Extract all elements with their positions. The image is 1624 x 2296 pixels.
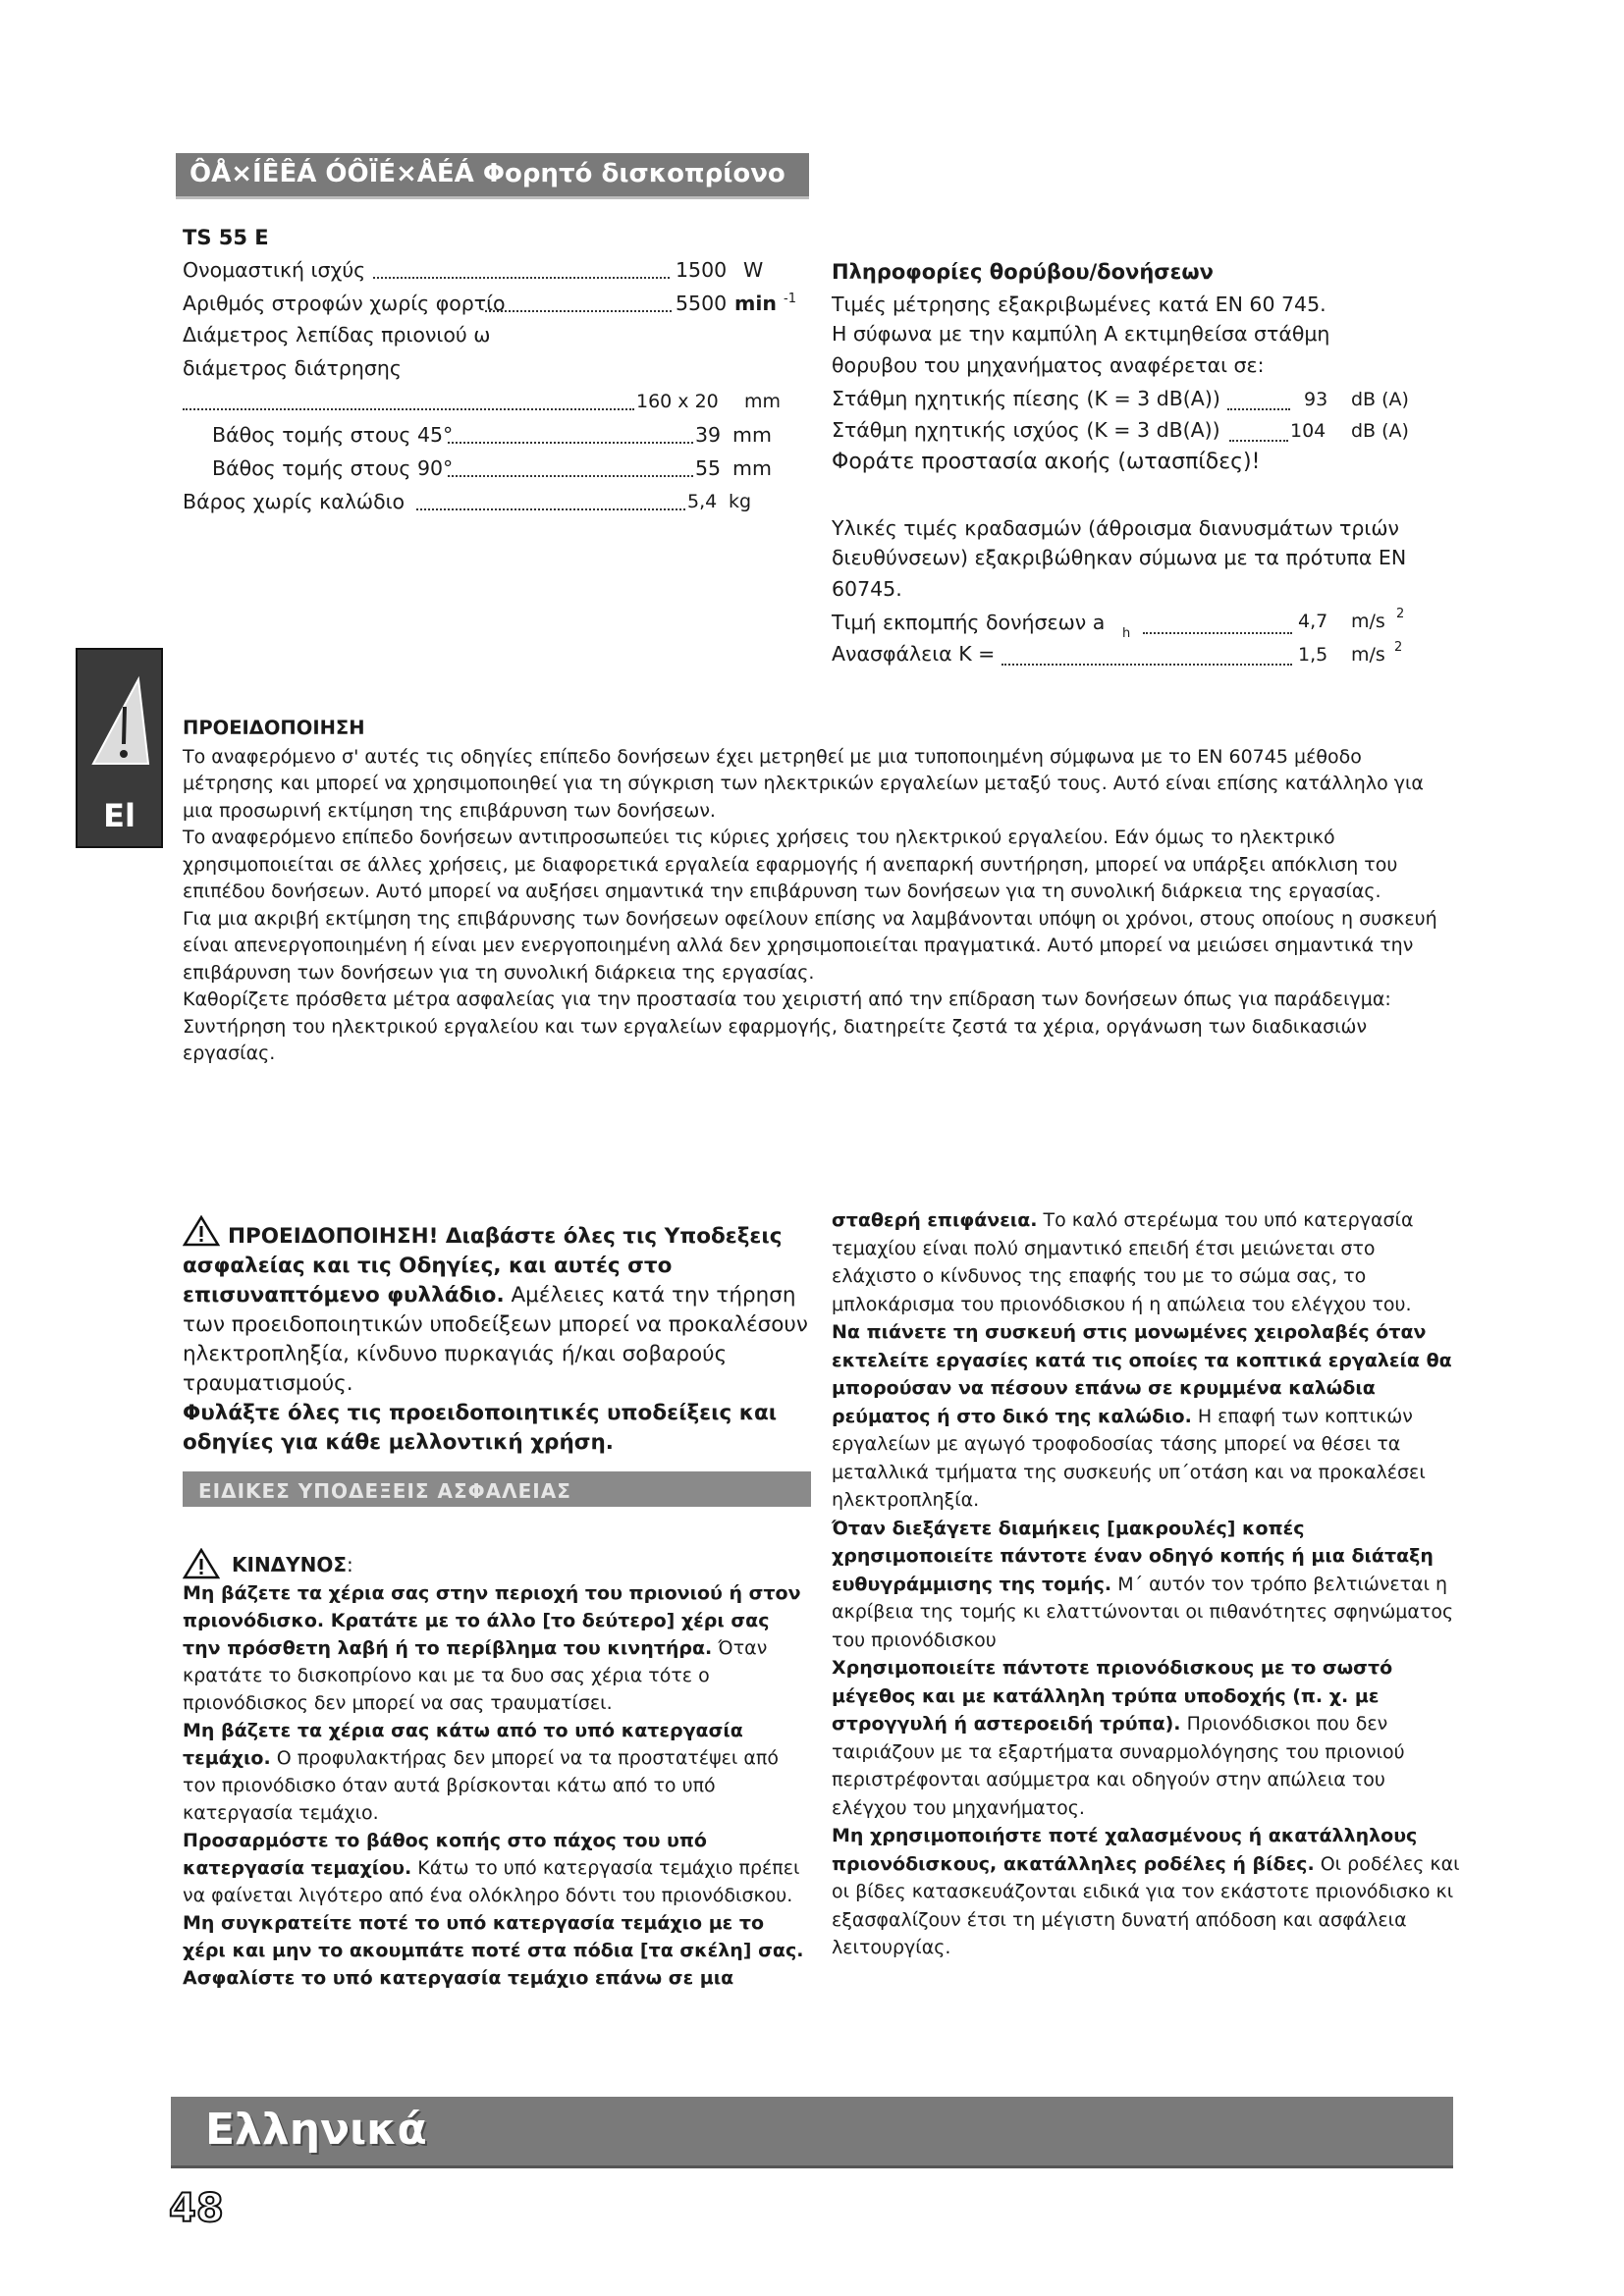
dot-leader [183,406,634,410]
dot-leader [416,507,685,510]
rule-rip-fence [832,1515,1460,1655]
spec-blade-label-1: Διάμετρος λεπίδας πριονιού ω [183,323,491,347]
language-code: El [103,797,135,834]
danger-colon: : [347,1553,353,1576]
uncertainty-label: Ανασφάλεια K = [832,642,996,666]
noise-line3: θορυβου του μηχανήματος αναφέρεται σε: [832,353,1265,377]
spec-depth90-value: 55 [695,456,722,480]
right-column [832,1206,1460,1962]
dot-leader [1143,630,1292,634]
uncertainty-exp: 2 [1394,640,1403,655]
noise-line2: Η σύφωνα με την καμπύλη A εκτιμηθείσα στάθμη [832,322,1330,346]
spec-blade-label-2: διάμετρος διάτρησης [183,356,402,380]
dot-leader [1227,406,1290,410]
emission-exp: 2 [1396,607,1405,621]
spec-weight-unit: kg [729,491,752,512]
noise-pressure-value: 93 [1304,389,1328,410]
rule-cut-depth-bold: Προσαρμόστε το βάθος κοπής στο πάχος του υπό κατεργασία τεμαχίου. [183,1830,707,1879]
rule-hold-workpiece-bold: Μη συγκρατείτε ποτέ το υπό κατεργασία τεμάχιο με το χέρι και μην το ακουμπάτε ποτέ στα πόδια [τα σκέλη] σας. Ασφαλίστε το υπό κατεργασία τεμάχιο επάνω σε μια [183,1912,804,1989]
rule-cut-depth [183,1827,811,1909]
emission-value: 4,7 [1298,611,1328,632]
left-column [183,1215,811,1992]
spec-depth45-value: 39 [695,423,722,447]
noise-power-unit: dB (A) [1351,420,1409,442]
dot-leader [373,275,670,279]
spec-speed-value: 5500 [676,292,728,315]
rule-hands-area-text: Όταν κρατάτε το δισκοπρίονο και με τα δυο σας χέρια τότε ο πριονόδισκος δεν μπορεί να σας τραυματίσει. [183,1637,768,1714]
rule-hands-area-bold: Μη βάζετε τα χέρια σας στην περιοχή του πριονιού ή στον πριονόδισκο. Κρατάτε με το άλλο [το δεύτερο] χέρι σας την πρόσθετη λαβή ή το περίβλημα του κινητήρα. [183,1582,801,1659]
rule-blade-size-text: Πριονόδισκοι που δεν ταιριάζουν με τα εξαρτήματα συναρμολόγησης του πριονιού περιστρέφονται ασύμμετρα και οδηγούν στην απώλεια του ελέγχου του μηχανήματος. [832,1713,1405,1819]
vib-line1: Υλικές τιμές κραδασμών (άθροισμα διανυσμάτων τριών [832,516,1399,540]
rule-hold-workpiece [183,1909,811,1992]
language-tab [76,648,163,848]
spec-depth45-unit: mm [732,423,772,447]
spec-speed-unit: min [734,292,777,315]
spec-power-unit: W [743,258,764,282]
dot-leader [485,308,672,312]
danger-label: ΚΙΝΔΥΝΟΣ [232,1553,348,1576]
rule-stable-surface-bold: σταθερή επιφάνεια. [832,1209,1038,1231]
noise-heading: Πληροφορίες θορύβου/δονήσεων [832,260,1214,284]
rule-hands-below [183,1717,811,1827]
language-bar [171,2097,1453,2168]
noise-pressure-unit: dB (A) [1351,389,1409,410]
danger-icon [183,1548,220,1579]
warning-title: ΠΡΟΕΙΔΟΠΟΙΗΣΗ [183,717,365,739]
rule-damaged-blades [832,1822,1460,1962]
warning-p4: Καθορίζετε πρόσθετα μέτρα ασφαλείας για την προστασία του χειριστή από την επίδραση των δονήσεων όπως για παράδειγμα: Συντήρηση του ηλεκτρικού εργαλείου και των εργαλείων εφαρμογής, διατηρείτε ζεστά τα χέρια, οργάνωση των διαδικασιών εργασίας. [183,988,1391,1064]
title-bar [176,153,809,199]
rule-damaged-blades-text: Οι ροδέλες και οι βίδες κατασκευάζονται ειδικά για τον εκάστοτε πριονόδισκο κι εξασφαλίζουν έτσι τη μέγιστη δυνατή απόδοση και ασφάλεια λειτουργίας. [832,1852,1460,1958]
spec-speed-label: Αριθμός στροφών χωρίς φορτίο [183,292,506,315]
keep-instructions: Φυλάξτε όλες τις προειδοποιητικές υποδείξεις και οδηγίες για κάθε μελλοντική χρήση. [183,1401,778,1455]
ear-protection-note: Φοράτε προστασία ακοής (ωτασπίδες)! [832,450,1261,474]
rule-rip-fence-text: Μ΄ αυτόν τον τρόπο βελτιώνεται η ακρίβεια της τομής κι ελαττώνονται οι πιθανότητες σφηνώματος του πριονόδισκου [832,1573,1454,1651]
warning-p1: Το αναφερόμενο σ' αυτές τις οδηγίες επίπεδο δονήσεων έχει μετρηθεί με μια τυποποιημένη σύμφωνα με το EN 60745 μέθοδο μέτρησης και μπορεί να χρησιμοποιηθεί για τη σύγκριση των ηλεκτρικών εργαλείων μεταξύ τους. Αυτό είναι επίσης κατάλληλο για μια προσωρινή εκτίμηση της επιβάρυνση των δονήσεων. [183,745,1424,822]
vibration-warning [183,715,1449,1068]
warning-triangle-icon [81,658,158,775]
spec-depth45-label: Βάθος τομής στους 45° [212,423,454,447]
spec-blade-unit: mm [744,391,782,412]
spec-depth90-unit: mm [732,456,772,480]
general-warning-bold: ΠΡΟΕΙΔΟΠΟΙΗΣΗ! Διαβάστε όλες τις Υποδεξεις ασφαλείας και τις Οδηγίες, και αυτές στο επισυναπτόμενο φυλλάδιο. [183,1224,783,1308]
uncertainty-value: 1,5 [1298,644,1328,666]
rule-blade-size-bold: Χρησιμοποιείτε πάντοτε πριονόδισκους με το σωστό μέγεθος και με κατάλληλη τρύπα υποδοχής (π. χ. με στρογγυλή ή αστεροειδή τρύπα). [832,1657,1393,1735]
rule-blade-size [832,1654,1460,1822]
dot-leader [1001,662,1292,666]
noise-power-value: 104 [1290,420,1326,442]
rule-insulated-grips-text: Η επαφή των κοπτικών εργαλείων με αγωγό τροφοδοσίας τάσης μπορεί να θέσει τα μεταλλικά τμήματα της συσκευής υπ΄οτάση και να προκαλέσει ηλεκτροπληξία. [832,1405,1426,1511]
spec-weight-label: Βάρος χωρίς καλώδιο [183,490,406,513]
page-title: ÔÅ×ÍÊÊÁ ÓÔÏÉ×ÅÉÁ Φορητό δισκοπρίονο [189,159,785,188]
rule-rip-fence-bold: Όταν διεξάγετε διαμήκεις [μακρουλές] κοπές χρησιμοποιείτε πάντοτε έναν οδηγό κοπής ή μια διάταξη ευθυγράμμισης της τομής. [832,1517,1434,1595]
rule-damaged-blades-bold: Μη χρησιμοποιήστε ποτέ χαλασμένους ή ακατάλληλους πριονόδισκους, ακατάλληλες ροδέλες ή βίδες. [832,1825,1418,1875]
page-number: 48 [169,2186,224,2231]
rule-insulated-grips-bold: Να πιάνετε τη συσκευή στις μονωμένες χειρολαβές όταν εκτελείτε εργασίες κατά τις οποίες τα κοπτικά εργαλεία θα μπορούσαν να πέσουν επάνω σε κρυμμένα καλώδια ρεύματος ή στο δικό της καλώδιο. [832,1321,1452,1427]
spec-power-value: 1500 [676,258,728,282]
dot-leader [448,440,693,444]
vib-line2: διευθύνσεων) εξακριβώθηκαν σύμωνα με τα πρότυπα EN [832,546,1407,569]
general-warning [183,1215,811,1399]
rule-cut-depth-text: Κάτω το υπό κατεργασία τεμάχιο πρέπει να φαίνεται λιγότερο από ένα ολόκληρο δόντι του πριονόδισκου. [183,1857,800,1906]
warning-icon [183,1215,220,1247]
vib-line3: 60745. [832,577,902,601]
rule-hands-area [183,1579,811,1717]
spec-blade-value: 160 x 20 [636,391,719,412]
rule-stable-surface [832,1206,1460,1318]
emission-unit: m/s [1351,611,1385,632]
noise-pressure-label: Στάθμη ηχητικής πίεσης (K = 3 dB(A)) [832,387,1220,410]
noise-line1: Τιμές μέτρησης εξακριβωμένες κατά EN 60 745. [832,293,1326,316]
rule-insulated-grips [832,1318,1460,1515]
dot-leader [1229,438,1288,442]
rule-hands-below-text: Ο προφυλακτήρας δεν μπορεί να τα προστατέψει από τον πριονόδισκο όταν αυτά βρίσκονται κάτω από το υπό κατεργασία τεμάχιο. [183,1747,779,1824]
uncertainty-unit: m/s [1351,644,1385,666]
spec-power-label: Ονομαστική ισχύς [183,258,366,282]
spec-power [183,255,365,285]
spec-depth90-label: Βάθος τομής στους 90° [212,456,454,480]
special-safety-bar: ΕΙΔΙΚΕΣ ΥΠΟΔΕΞΕΙΣ ΑΣΦΑΛΕΙΑΣ [183,1471,811,1507]
emission-label: Τιμή εκπομπής δονήσεων a [832,611,1106,634]
rule-hands-below-bold: Μη βάζετε τα χέρια σας κάτω από το υπό κατεργασία τεμάχιο. [183,1720,743,1769]
model-name: TS 55 E [183,226,269,249]
rule-stable-surface-text: Το καλό στερέωμα του υπό κατεργασία τεμαχίου είναι πολύ σημαντικό επειδή έτσι μειώνεται στο ελάχιστο ο κίνδυνος της επαφής του με το σώμα σας, το μπλοκάρισμα του πριονόδισκου ή η απώλεια του ελέγχου του. [832,1209,1414,1315]
warning-p2: Το αναφερόμενο επίπεδο δονήσεων αντιπροσωπεύει τις κύριες χρήσεις του ηλεκτρικού εργαλείου. Εάν όμως το ηλεκτρικό χρησιμοποιείται σε άλλες χρήσεις, με διαφορετικά εργαλεία εφαρμογής ή ανεπαρκή συντήρηση, μπορεί να υπάρξει απόκλιση του επιπέδου δονήσεων. Αυτό μπορεί να αυξήσει σημαντικά την επιβάρυνση των δονήσεων για τη συνολική διάρκεια της εργασίας. [183,827,1398,902]
language-label: Ελληνικά [205,2105,427,2155]
noise-power-label: Στάθμη ηχητικής ισχύος (K = 3 dB(A)) [832,418,1220,442]
emission-sub: h [1122,626,1131,641]
spec-speed-exp: -1 [784,292,796,306]
general-warning-text: Αμέλειες κατά την τήρηση των προειδοποιητικών υποδείξεων μπορεί να προκαλέσουν ηλεκτροπληξία, κίνδυνο πυρκαγιάς ή/και σοβαρούς τραυματισμούς. [183,1283,808,1396]
danger-heading [183,1548,811,1579]
dot-leader [448,473,693,477]
spec-weight-value: 5,4 [687,491,718,512]
warning-p3: Για μια ακριβή εκτίμηση της επιβάρυνσης των δονήσεων οφείλουν επίσης να λαμβάνονται υπόψη οι χρόνοι, στους οποίους η συσκευή είναι απενεργοποιημένη ή είναι μεν ενεργοποιημένη αλλά δεν χρησιμοποιείται πραγματικά. Αυτό μπορεί να μειώσει σημαντικά την επιβάρυνση των δονήσεων για τη συνολική διάρκεια της εργασίας. [183,907,1437,984]
